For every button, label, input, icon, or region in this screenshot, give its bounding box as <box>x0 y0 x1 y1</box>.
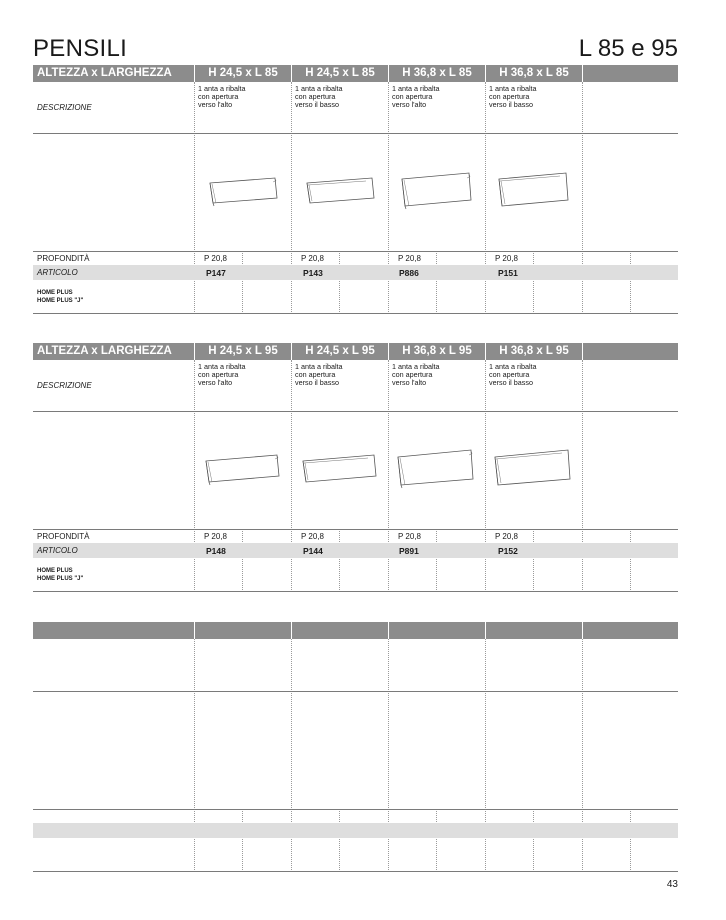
header-col-1: H 24,5 x L 85 <box>194 65 291 82</box>
home-plus-label: HOME PLUS HOME PLUS "J" <box>37 290 84 304</box>
column-separator <box>436 251 437 314</box>
column-separator <box>533 529 534 592</box>
article-row-shade <box>33 823 678 838</box>
column-separator <box>533 809 534 872</box>
depth-value: P 20,8 <box>495 254 518 263</box>
row-divider <box>33 133 678 134</box>
wall-cabinet-tall-icon <box>395 447 477 491</box>
wall-cabinet-low-icon <box>304 175 376 209</box>
product-table-l85 <box>33 65 678 314</box>
row-divider <box>33 251 678 252</box>
header-col-4: H 36,8 x L 85 <box>485 65 582 82</box>
depth-value: P 20,8 <box>204 532 227 541</box>
column-separator <box>339 809 340 872</box>
column-separator <box>339 251 340 314</box>
row-divider <box>33 411 678 412</box>
header-col-2 <box>291 622 388 639</box>
row-divider <box>33 871 678 872</box>
empty-product-table <box>33 622 678 872</box>
header-col-4 <box>485 622 582 639</box>
article-code: P152 <box>498 546 518 556</box>
description-cell: 1 anta a ribalta con apertura verso l'alto <box>198 362 246 388</box>
description-cell: 1 anta a ribalta con apertura verso il basso <box>295 362 343 388</box>
article-label: ARTICOLO <box>37 546 78 555</box>
page-subtitle: L 85 e 95 <box>578 35 678 62</box>
page-number: 43 <box>666 879 678 890</box>
wall-cabinet-tall-icon <box>492 447 574 491</box>
table-header <box>33 65 678 82</box>
article-code: P143 <box>303 268 323 278</box>
header-col-1: H 24,5 x L 95 <box>194 343 291 360</box>
column-separator <box>630 809 631 872</box>
header-col-empty <box>582 65 678 82</box>
description-cell: 1 anta a ribalta con apertura verso l'alto <box>198 84 246 110</box>
description-label: DESCRIZIONE <box>37 103 92 112</box>
header-col-empty <box>582 343 678 360</box>
column-separator <box>630 529 631 592</box>
table-header <box>33 622 678 639</box>
column-separator <box>339 529 340 592</box>
column-separator <box>533 251 534 314</box>
article-code: P886 <box>399 268 419 278</box>
description-cell: 1 anta a ribalta con apertura verso il basso <box>295 84 343 110</box>
article-row-shade <box>33 543 678 558</box>
description-cell: 1 anta a ribalta con apertura verso l'alto <box>392 84 440 110</box>
header-dimensions-label: ALTEZZA x LARGHEZZA <box>37 345 172 357</box>
row-divider <box>33 809 678 810</box>
home-plus-label: HOME PLUS HOME PLUS "J" <box>37 568 84 582</box>
header-dimensions-label: ALTEZZA x LARGHEZZA <box>37 67 172 79</box>
header-col-2: H 24,5 x L 85 <box>291 65 388 82</box>
wall-cabinet-tall-icon <box>496 170 572 212</box>
article-row-shade <box>33 265 678 280</box>
description-label: DESCRIZIONE <box>37 381 92 390</box>
header-col-1 <box>194 622 291 639</box>
description-cell: 1 anta a ribalta con apertura verso il basso <box>489 362 537 388</box>
page-title: PENSILI <box>33 35 128 62</box>
row-divider <box>33 529 678 530</box>
depth-value: P 20,8 <box>301 532 324 541</box>
depth-value: P 20,8 <box>398 532 421 541</box>
depth-value: P 20,8 <box>301 254 324 263</box>
header-col-3 <box>388 622 485 639</box>
depth-value: P 20,8 <box>204 254 227 263</box>
row-divider <box>33 313 678 314</box>
header-col-3: H 36,8 x L 85 <box>388 65 485 82</box>
wall-cabinet-low-icon <box>300 452 378 488</box>
article-code: P148 <box>206 546 226 556</box>
depth-label: PROFONDITÀ <box>37 532 90 541</box>
description-cell: 1 anta a ribalta con apertura verso il basso <box>489 84 537 110</box>
column-separator <box>242 809 243 872</box>
row-divider <box>33 691 678 692</box>
wall-cabinet-low-icon <box>207 175 279 209</box>
header-col-3: H 36,8 x L 95 <box>388 343 485 360</box>
row-divider <box>33 591 678 592</box>
article-code: P144 <box>303 546 323 556</box>
wall-cabinet-tall-icon <box>399 170 475 212</box>
depth-value: P 20,8 <box>495 532 518 541</box>
column-separator <box>242 529 243 592</box>
column-separator <box>436 809 437 872</box>
table-header <box>33 343 678 360</box>
product-table-l95 <box>33 343 678 592</box>
header-col-2: H 24,5 x L 95 <box>291 343 388 360</box>
description-cell: 1 anta a ribalta con apertura verso l'alto <box>392 362 440 388</box>
article-code: P151 <box>498 268 518 278</box>
article-code: P891 <box>399 546 419 556</box>
column-separator <box>630 251 631 314</box>
wall-cabinet-low-icon <box>203 452 281 488</box>
depth-label: PROFONDITÀ <box>37 254 90 263</box>
article-code: P147 <box>206 268 226 278</box>
article-label: ARTICOLO <box>37 268 78 277</box>
header-col-empty <box>582 622 678 639</box>
column-separator <box>436 529 437 592</box>
header-col-4: H 36,8 x L 95 <box>485 343 582 360</box>
column-separator <box>242 251 243 314</box>
depth-value: P 20,8 <box>398 254 421 263</box>
